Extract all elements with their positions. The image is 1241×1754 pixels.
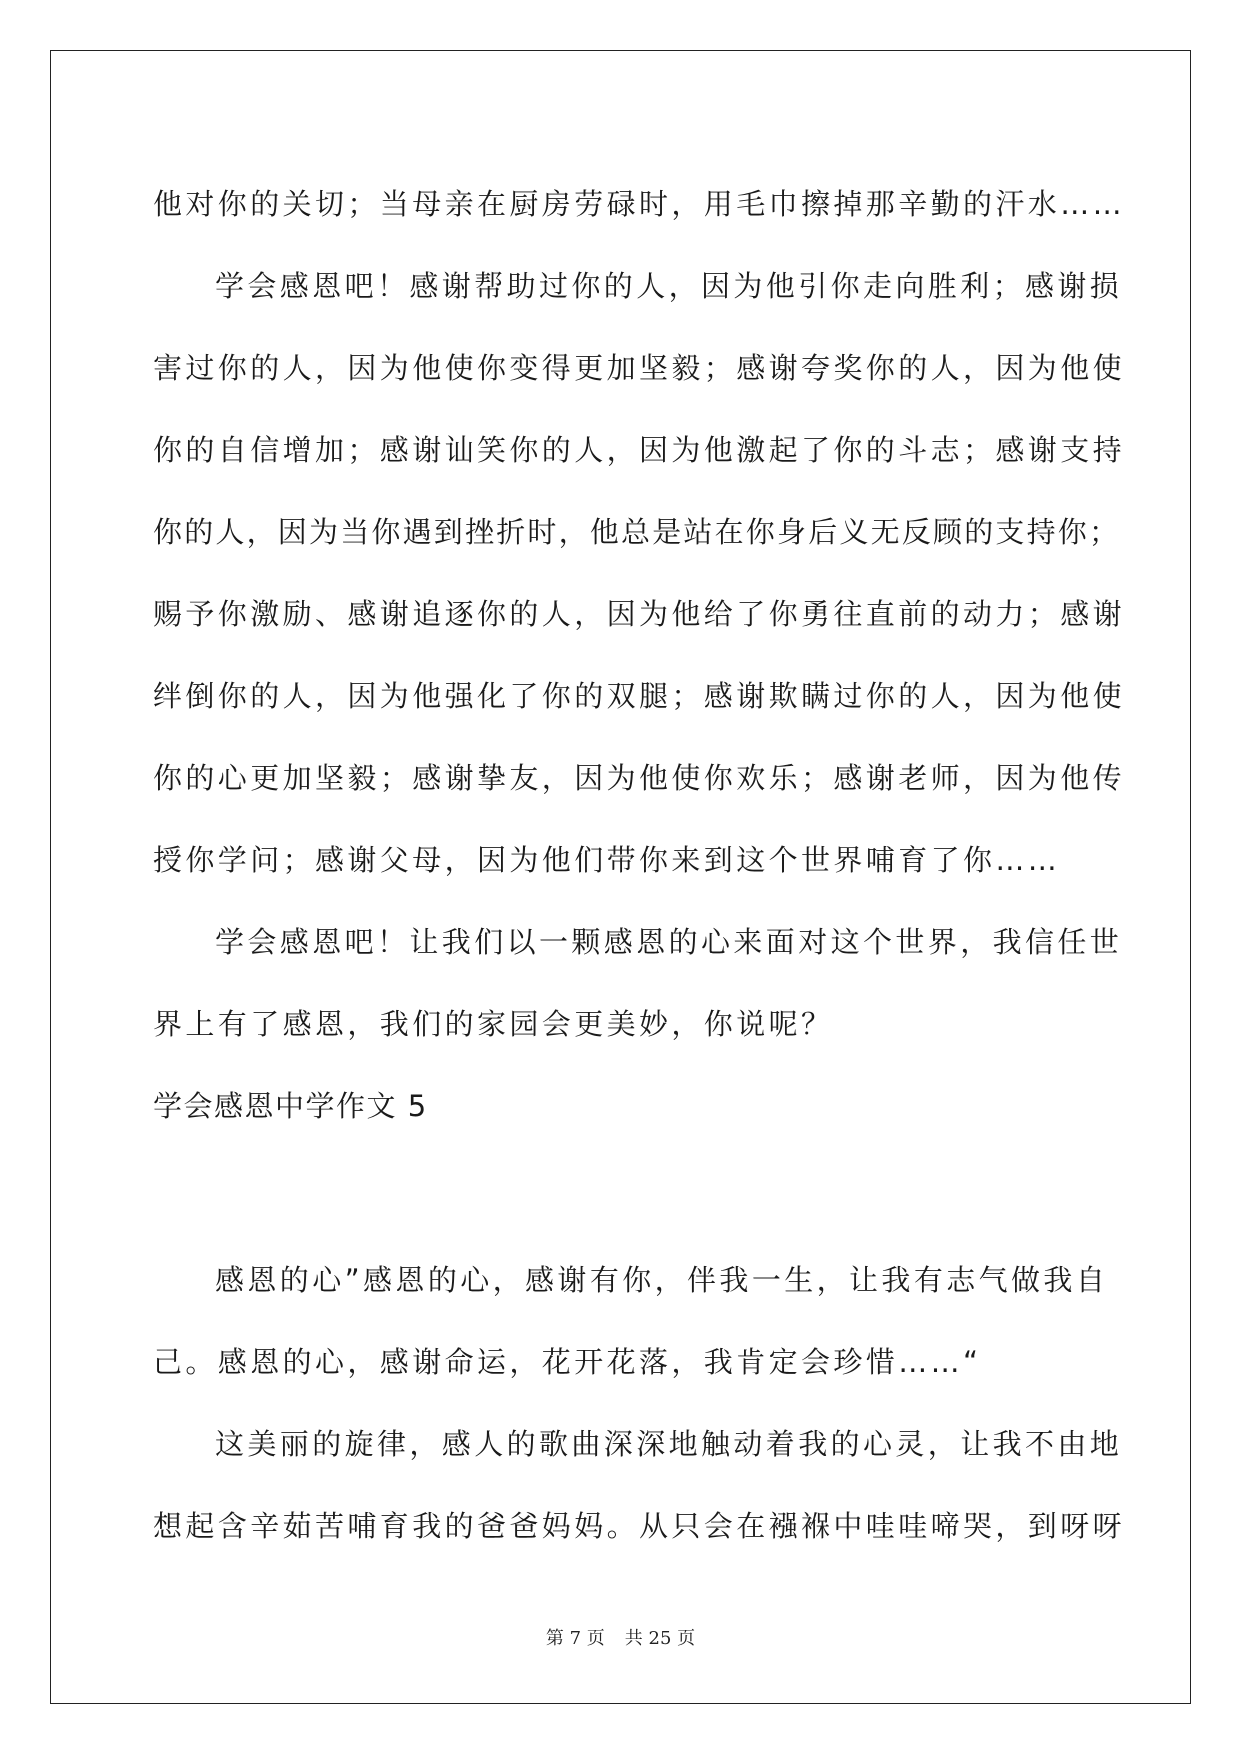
page-footer: [0, 1624, 1241, 1650]
paragraph-line: 你的人，因为当你遇到挫折时，他总是站在你身后义无反顾的支持你；: [153, 515, 1121, 549]
paragraph-line: 学会感恩吧！让我们以一颗感恩的心来面对这个世界，我信任世: [215, 925, 1123, 959]
paragraph-line: 己。感恩的心，感谢命运，花开花落，我肯定会珍惜……“: [153, 1345, 982, 1379]
paragraph-line: 你的自信增加；感谢讪笑你的人，因为他激起了你的斗志；感谢支持: [153, 433, 1126, 467]
paragraph-line: 赐予你激励、感谢追逐你的人，因为他给了你勇往直前的动力；感谢: [153, 597, 1126, 631]
page-number: 第 7 页: [545, 1628, 605, 1649]
section-heading: 学会感恩中学作文 5: [153, 1089, 428, 1123]
paragraph-line: 你的心更加坚毅；感谢挚友，因为他使你欢乐；感谢老师，因为他传: [153, 761, 1126, 795]
paragraph-line: 这美丽的旋律，感人的歌曲深深地触动着我的心灵，让我不由地: [215, 1427, 1123, 1461]
paragraph-line: 感恩的心”感恩的心，感谢有你，伴我一生，让我有志气做我自: [215, 1263, 1109, 1297]
paragraph-line: 想起含辛茹苦哺育我的爸爸妈妈。从只会在襁褓中哇哇啼哭，到呀呀: [153, 1509, 1126, 1543]
paragraph-line: 学会感恩吧！感谢帮助过你的人，因为他引你走向胜利；感谢损: [215, 269, 1123, 303]
paragraph-line: 绊倒你的人，因为他强化了你的双腿；感谢欺瞒过你的人，因为他使: [153, 679, 1126, 713]
paragraph-line: 他对你的关切；当母亲在厨房劳碌时，用毛巾擦掉那辛勤的汗水……: [153, 187, 1126, 221]
document-body: [153, 163, 1126, 1567]
paragraph-line: 界上有了感恩，我们的家园会更美妙，你说呢？: [153, 1007, 834, 1041]
section-gap: [153, 1147, 1113, 1239]
paragraph-line: 授你学问；感谢父母，因为他们带你来到这个世界哺育了你……: [153, 843, 1061, 877]
page-total: 共 25 页: [624, 1628, 696, 1649]
paragraph-line: 害过你的人，因为他使你变得更加坚毅；感谢夸奖你的人，因为他使: [153, 351, 1126, 385]
